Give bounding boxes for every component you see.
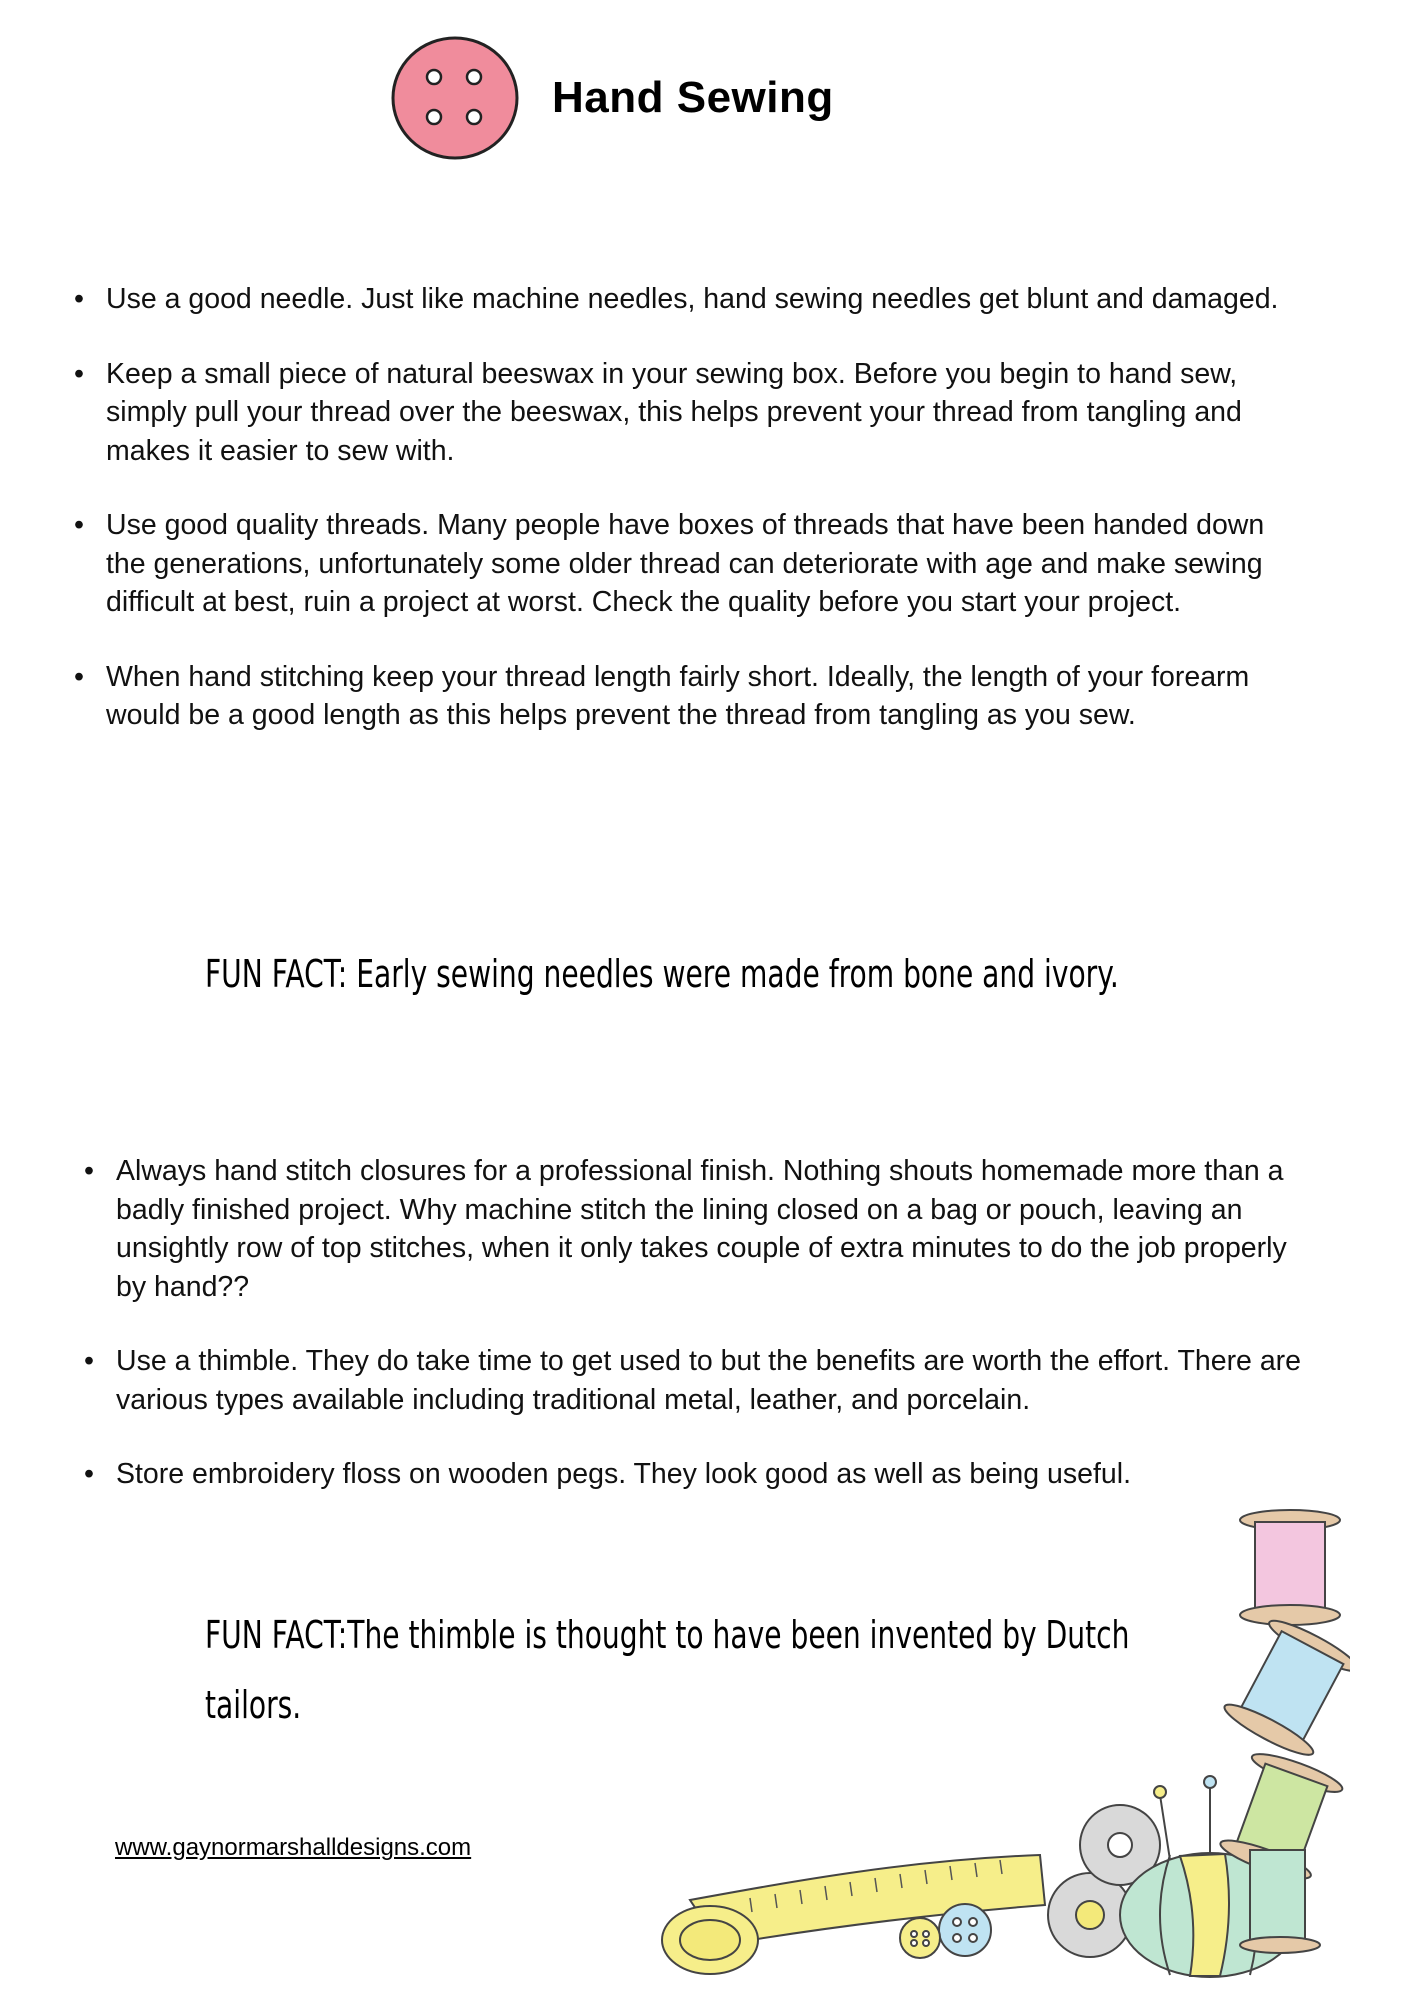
bullet-icon: • xyxy=(74,357,84,390)
list-item xyxy=(84,1342,1306,1419)
list-item xyxy=(74,355,1306,471)
page-header xyxy=(390,34,834,162)
measuring-tape-icon xyxy=(662,1855,1045,1974)
tip-text: Use good quality threads. Many people have boxes of threads that have been handed down the generations, unfortunately some older thread can deteriorate with age and make sewing difficult at best, ruin a project at worst. Check the quality before you start your project. xyxy=(106,509,1265,618)
tip-text: When hand stitching keep your thread length fairly short. Ideally, the length of your forearm would be a good length as this helps prevent the thread from tangling as you sew. xyxy=(106,660,1250,731)
bullet-icon: • xyxy=(74,283,84,315)
list-item xyxy=(74,280,1306,319)
bullet-icon: • xyxy=(74,509,84,541)
bullet-icon: • xyxy=(84,1155,94,1187)
tips-list-2 xyxy=(84,1152,1306,1530)
list-item xyxy=(74,506,1306,622)
tip-text: Always hand stitch closures for a professional finish. Nothing shouts homemade more than a badly finished project. Why machine stitch the lining closed on a bag or pouch, leaving an unsightly row of top stitches, when it only takes couple of extra minutes to do the job properly by hand?? xyxy=(116,1155,1287,1303)
page-title: Hand Sewing xyxy=(552,73,834,122)
fun-fact-1: FUN FACT: Early sewing needles were made from bone and ivory. xyxy=(205,952,1119,996)
sewing-supplies-illustration-icon xyxy=(650,1500,1350,1980)
website-link[interactable]: www.gaynormarshalldesigns.com xyxy=(115,1834,472,1861)
tip-text: Store embroidery floss on wooden pegs. They look good as well as being useful. xyxy=(116,1458,1131,1490)
bullet-icon: • xyxy=(74,660,84,693)
fun-fact-2-line2: tailors. xyxy=(205,1683,302,1727)
tip-text: Keep a small piece of natural beeswax in your sewing box. Before you begin to hand sew, simply pull your thread over the beeswax, this helps prevent your thread from tangling and makes it easier to sew with. xyxy=(106,357,1242,467)
fun-fact-2-line1: FUN FACT:The thimble is thought to have been invented by Dutch xyxy=(205,1613,1130,1657)
tip-text: Use a thimble. They do take time to get used to but the benefits are worth the effort. There are various types available including traditional metal, leather, and porcelain. xyxy=(116,1345,1302,1416)
bullet-icon: • xyxy=(84,1458,94,1490)
tip-text: Use a good needle. Just like machine needles, hand sewing needles get blunt and damaged. xyxy=(106,283,1279,315)
list-item xyxy=(84,1152,1306,1306)
bullet-icon: • xyxy=(84,1345,94,1377)
tips-list-1 xyxy=(74,280,1306,771)
list-item xyxy=(84,1455,1306,1494)
list-item xyxy=(74,658,1306,735)
pink-button-icon xyxy=(390,34,520,162)
